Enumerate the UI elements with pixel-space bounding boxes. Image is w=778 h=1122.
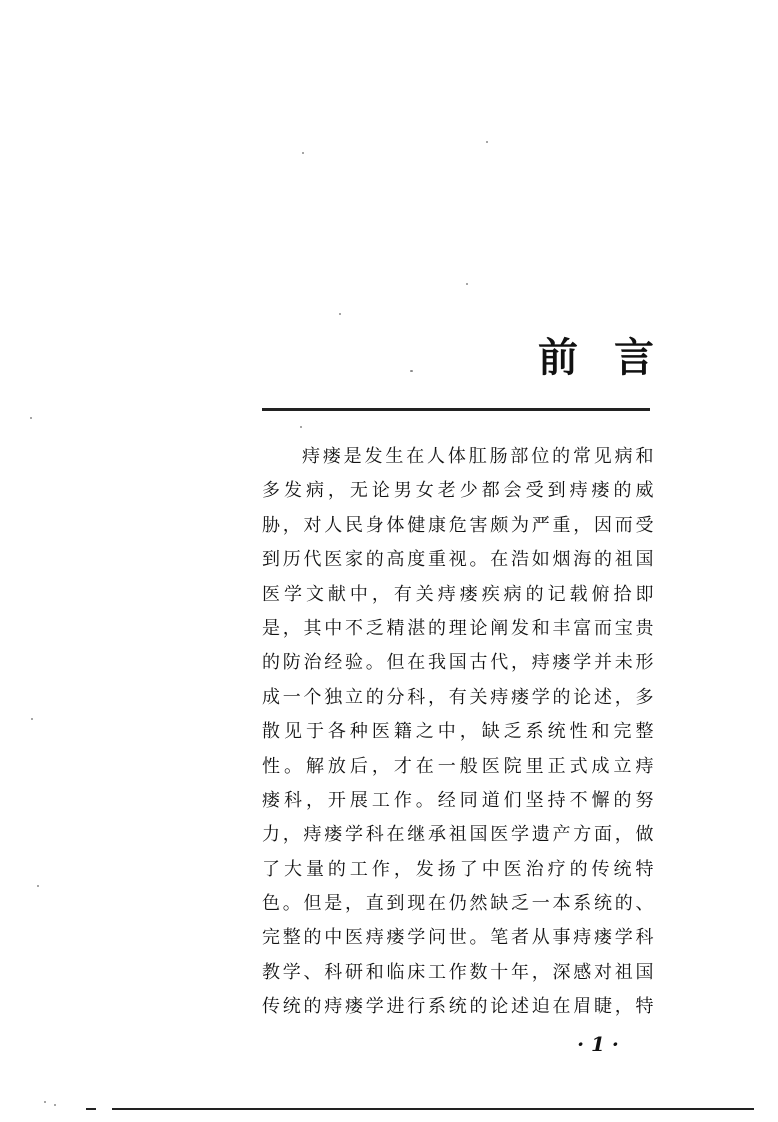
scan-speck <box>31 718 33 720</box>
scan-speck <box>44 1101 46 1103</box>
scan-speck <box>466 283 468 285</box>
text-line: 瘘科，开展工作。经同道们坚持不懈的努 <box>262 789 654 811</box>
text-line: 了大量的工作，发扬了中医治疗的传统特 <box>262 858 654 880</box>
text-line: 到历代医家的高度重视。在浩如烟海的祖国 <box>262 549 654 571</box>
scan-speck <box>410 370 413 372</box>
page-title <box>538 332 654 384</box>
title-char-yan: 言 <box>614 334 654 381</box>
text-line: 力，痔瘘学科在继承祖国医学遗产方面，做 <box>262 824 654 846</box>
text-line: 医学文献中，有关痔瘘疾病的记载俯拾即 <box>262 583 654 605</box>
scan-speck <box>302 152 304 154</box>
footer-dash <box>86 1108 96 1110</box>
scan-speck <box>339 313 341 315</box>
title-char-qian: 前 <box>538 334 578 381</box>
scan-speck <box>30 417 32 419</box>
text-line: 痔瘘是发生在人体肛肠部位的常见病和 <box>302 446 654 467</box>
footer-rule <box>112 1108 754 1110</box>
text-line: 是，其中不乏精湛的理论阐发和丰富而宝贵 <box>262 617 654 639</box>
page-number: · 1 · <box>577 1032 619 1056</box>
text-line: 色。但是，直到现在仍然缺乏一本系统的、 <box>262 893 654 915</box>
text-line: 成一个独立的分科，有关痔瘘学的论述，多 <box>262 686 654 708</box>
scan-speck <box>486 141 488 143</box>
text-line: 完整的中医痔瘘学问世。笔者从事痔瘘学科 <box>262 927 654 949</box>
text-line: 教学、科研和临床工作数十年，深感对祖国 <box>262 961 654 983</box>
text-line: 散见于各种医籍之中，缺乏系统性和完整 <box>262 721 654 743</box>
scan-speck <box>54 1104 56 1106</box>
title-divider <box>262 408 650 411</box>
scan-speck <box>300 426 302 428</box>
text-line: 传统的痔瘘学进行系统的论述迫在眉睫，特 <box>262 996 654 1018</box>
text-line: 性。解放后，才在一般医院里正式成立痔 <box>262 755 654 777</box>
text-line: 的防治经验。但在我国古代，痔瘘学并未形 <box>262 652 654 674</box>
text-line: 多发病，无论男女老少都会受到痔瘘的威 <box>262 480 654 502</box>
scan-speck <box>37 885 39 887</box>
preface-paragraph <box>262 440 654 1025</box>
text-line: 胁，对人民身体健康危害颇为严重，因而受 <box>262 514 654 536</box>
